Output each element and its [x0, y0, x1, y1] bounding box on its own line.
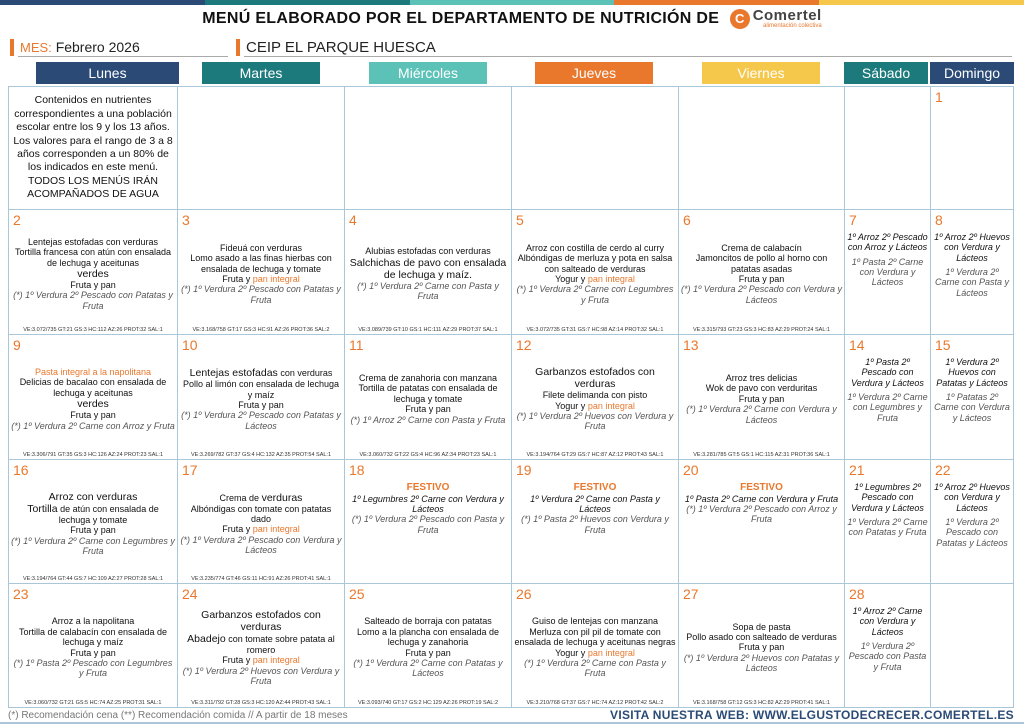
day-number: 2	[13, 212, 21, 228]
day-header-lunes: Lunes	[36, 62, 179, 84]
calendar-cell-day-18	[344, 459, 512, 584]
second-course: Tortilla de patatas con ensalada de lechuga y tomate	[358, 383, 498, 404]
holiday-lunch: 1º Legumbres 2º Carne con Verdura y Lácteos	[352, 493, 504, 514]
dessert: Fruta y	[222, 524, 251, 535]
first-course: Garbanzos estofados con verduras	[535, 366, 655, 391]
day-number: 23	[13, 586, 29, 602]
dinner-suggestion: (*) 1º Verdura 2º Pescado con Arroz y Fruta	[686, 503, 837, 525]
day-header-domingo: Domingo	[930, 62, 1014, 84]
dessert: Fruta y pan	[405, 404, 451, 415]
calendar-cell-day-6	[678, 209, 845, 335]
calendar-cell-day-24	[177, 583, 345, 708]
dinner-suggestion: (*) 1º Verdura 2º Carne con Legumbres y Fruta	[11, 535, 175, 556]
day-number: 26	[516, 586, 532, 602]
nutrition-values: VE:3.060/732 GT:21 GS:5 HC:74 AZ:25 PROT:31 SAL:1	[24, 700, 162, 706]
nutrition-values: VE:3.315/793 GT:23 GS:3 HC:83 AZ:29 PROT:24 SAL:1	[693, 327, 830, 333]
day-number: 9	[13, 337, 21, 353]
day-number: 7	[849, 212, 857, 228]
comertel-logo	[730, 8, 822, 29]
day-number: 17	[182, 462, 198, 478]
day-number: 22	[935, 462, 951, 478]
calendar-cell-day-22	[930, 459, 1014, 584]
calendar-cell-empty	[678, 86, 845, 210]
first-course: Arroz a la napolitana	[51, 616, 135, 627]
holiday-label: FESTIVO	[573, 482, 617, 493]
calendar-cell-day-23	[8, 583, 178, 708]
calendar-cell-day-3	[177, 209, 345, 335]
day-number: 12	[516, 337, 532, 353]
bread-type: pan integral	[252, 655, 300, 666]
footer-legend: (*) Recomendación cena (**) Recomendación comida // A partir de 18 meses	[8, 710, 348, 721]
calendar-cell-empty	[177, 86, 345, 210]
title-row	[0, 8, 1024, 36]
weekend-dinner: 1º Patatas 2º Carne con Verdura y Lácteos	[934, 392, 1010, 423]
calendar-cell-day-12	[511, 334, 679, 460]
calendar-cell-day-5	[511, 209, 679, 335]
second-course: Pollo al limón con ensalada de lechuga y maíz	[182, 379, 340, 400]
dinner-suggestion: (*) 1º Verdura 2º Carne con Legumbres y Fruta	[516, 284, 674, 305]
calendar-cell-day-16	[8, 459, 178, 584]
first-course: Lentejas estofadas con verduras	[27, 236, 159, 247]
day-number: 18	[349, 462, 365, 478]
first-course: Alubias estofadas con verduras	[365, 246, 491, 257]
first-course: Arroz con verduras	[48, 490, 138, 503]
dinner-suggestion: (*) 1º Verdura 2º Pescado con Pasta y Fruta	[351, 514, 505, 535]
calendar-cell-empty	[511, 86, 679, 210]
nutrition-values: VE:3.311/792 GT:28 GS:3 HC:120 AZ:44 PROT:43 SAL:1	[191, 700, 331, 706]
info-cell	[8, 86, 178, 210]
dinner-suggestion: (*) 1º Arroz 2º Carne con Pasta y Fruta	[350, 414, 506, 425]
nutrition-values: VE:3.093/740 GT:17 GS:2 HC:129 AZ:26 PROT:19 SAL:2	[357, 700, 499, 706]
day-number: 14	[849, 337, 865, 353]
first-course: Guiso de lentejas con manzana	[531, 616, 659, 627]
dinner-suggestion: (*) 1º Verdura 2º Huevos con Verdura y Fruta	[516, 411, 674, 432]
dinner-suggestion: (*) 1º Verdura 2º Huevos con Verdura y Fruta	[182, 665, 340, 686]
day-number: 4	[349, 212, 357, 228]
day-header-sabado: Sábado	[844, 62, 928, 84]
first-course: Arroz tres delicias	[725, 373, 798, 384]
day-number: 28	[849, 586, 865, 602]
dessert: Fruta y pan	[70, 647, 116, 658]
second-course: Abadejo	[187, 632, 226, 645]
nutrition-values: VE:3.194/764 GT:29 GS:7 HC:87 AZ:12 PROT:43 SAL:1	[526, 452, 664, 458]
dessert: Fruta y	[222, 655, 251, 666]
calendar-cell-day-21	[844, 459, 931, 584]
day-number: 11	[349, 337, 364, 353]
day-number: 25	[349, 586, 365, 602]
second-course: Filete de	[542, 390, 578, 401]
second-course: Lomo asado a las finas hierbas con ensalada de lechuga y tomate	[190, 253, 332, 274]
first-course: Crema de	[219, 492, 260, 503]
second-course-end: de atún con ensalada de lechuga y tomate	[58, 503, 159, 525]
dessert: Yogur y	[555, 274, 586, 284]
second-course: Tortilla francesa con atún con ensalada de lechuga y aceitunas	[14, 247, 172, 268]
bread-type: pan integral	[587, 400, 635, 411]
weekend-dinner: 1º Pasta 2º Carne con Verdura y Lácteos	[851, 256, 924, 288]
day-number: 6	[683, 212, 691, 228]
calendar-cell-day-28	[844, 583, 931, 708]
dinner-suggestion: (*) 1º Verdura 2º Pescado con Patatas y Fruta	[181, 284, 341, 305]
weekend-lunch: 1º Arroz 2º Pescado con Arroz y Lácteos	[847, 232, 928, 253]
footer-website-link[interactable]: VISITA NUESTRA WEB: WWW.ELGUSTODECRECER.COMERTEL.ES	[610, 708, 1014, 722]
calendar-cell-day-13	[678, 334, 845, 460]
weekend-lunch: 1º Legumbres 2º Pescado con Verdura y Lácteos	[851, 482, 924, 513]
weekend-dinner: 1º Verdura 2º Pescado con Patatas y Lácteos	[936, 517, 1008, 548]
second-course: Delicias de bacalao con ensalada de lechuga y aceitunas	[19, 377, 167, 398]
holiday-label: FESTIVO	[740, 482, 783, 493]
second-course: Tortilla	[27, 502, 58, 515]
dinner-suggestion: (*) 1º Pasta 2º Huevos con Verdura y Fruta	[521, 514, 669, 535]
logo-sub: alimentación colectiva	[763, 23, 822, 29]
calendar-cell-day-15	[930, 334, 1014, 460]
dessert: Fruta y pan	[70, 525, 116, 536]
second-course: Wok de pavo con verduritas	[705, 383, 818, 394]
nutrition-values: VE:3.089/739 GT:10 GS:1 HC:111 AZ:29 PROT:37 SAL:1	[358, 327, 498, 333]
nutrition-values: VE:3.072/735 GT:31 GS:7 HC:98 AZ:14 PROT:32 SAL:1	[526, 327, 664, 333]
day-number: 24	[182, 586, 198, 602]
calendar-cell-day-9	[8, 334, 178, 460]
day-number: 1	[935, 89, 943, 105]
dessert: Fruta y pan	[738, 642, 785, 653]
calendar-cell-empty	[930, 583, 1014, 708]
day-number: 10	[182, 337, 198, 353]
holiday-lunch: 1º Verdura 2º Carne con Pasta y Lácteos	[530, 493, 660, 514]
nutrition-values: VE:3.210/768 GT:37 GS:7 HC:74 AZ:12 PROT:42 SAL:2	[526, 700, 664, 706]
calendar-cell-day-20	[678, 459, 845, 584]
dessert: Fruta y	[222, 274, 251, 284]
day-number: 19	[516, 462, 532, 478]
day-number: 16	[13, 462, 29, 478]
day-header-miercoles: Miércoles	[369, 62, 487, 84]
nutrition-values: VE:3.306/791 GT:35 GS:3 HC:126 AZ:24 PROT:23 SAL:1	[22, 452, 164, 458]
day-header-jueves: Jueves	[535, 62, 653, 84]
first-course: Salteado de borraja con patatas	[364, 616, 492, 627]
first-course: Sopa de pasta	[732, 621, 791, 632]
weekend-dinner: 1º Verdura 2º Carne con Pasta y Lácteos	[934, 267, 1010, 298]
calendar-cell-day-7	[844, 209, 931, 335]
first-course-end: con verduras	[280, 368, 333, 379]
first-course: Pasta integral a la napolitana	[34, 367, 152, 378]
dessert: Fruta y pan	[70, 410, 116, 421]
logo-name: Comertel	[752, 7, 822, 24]
second-course: Albóndigas de merluza y pota en salsa con salteado de verduras	[517, 253, 673, 274]
dessert: Yogur y	[555, 647, 586, 658]
second-course: Salchichas de pavo con ensalada de lechuga y maíz.	[349, 256, 507, 281]
second-course: Pollo asado con salteado de verduras	[686, 631, 837, 642]
nutrition-values: VE:3.235/774 GT:46 GS:11 HC:91 AZ:26 PROT:41 SAL:1	[191, 576, 331, 582]
weekend-dinner: 1º Verdura 2º Carne con Legumbres y Fruta	[847, 392, 928, 423]
nutrition-values: VE:3.269/782 GT:37 GS:4 HC:132 AZ:35 PROT:54 SAL:1	[190, 452, 332, 458]
day-number: 5	[516, 212, 524, 228]
calendar-cell-empty	[844, 86, 931, 210]
month-field	[10, 39, 228, 56]
dinner-suggestion: (*) 1º Verdura 2º Carne con Pasta y Fruta	[357, 280, 499, 302]
comertel-logo-icon: C	[730, 9, 750, 29]
bread-type: pan integral	[587, 647, 635, 658]
calendar-cell-day-14	[844, 334, 931, 460]
nutrition-values: VE:3.060/732 GT:22 GS:4 HC:96 AZ:34 PROT:23 SAL:1	[359, 452, 497, 458]
holiday-label: FESTIVO	[406, 482, 450, 493]
second-course-fish: limanda	[577, 390, 609, 401]
dinner-suggestion: (*) 1º Verdura 2º Pescado con Verdura y Lácteos	[180, 534, 342, 556]
top-color-strip	[0, 0, 1024, 5]
dinner-suggestion: (*) 1º Verdura 2º Pescado con Verdura y Lácteos	[681, 284, 842, 305]
nutrition-values: VE:3.194/764 GT:44 GS:7 HC:109 AZ:27 PROT:28 SAL:1	[22, 576, 164, 582]
second-course: Merluza con pil pil de tomate con ensalada de lechuga y aceitunas negras	[514, 626, 676, 648]
first-course: Garbanzos estofados con verduras	[201, 608, 321, 633]
dessert: Fruta y pan	[738, 393, 785, 404]
weekend-dinner: 1º Verdura 2º Carne con Patatas y Fruta	[847, 517, 928, 538]
second-course-end: con pisto	[611, 390, 648, 401]
weekend-lunch: 1º Arroz 2º Huevos con Verdura y Lácteos	[934, 232, 1010, 263]
calendar-cell-day-1	[930, 86, 1014, 210]
school-field	[236, 39, 1012, 56]
calendar-cell-day-19	[511, 459, 679, 584]
bread-type: pan integral	[587, 274, 635, 284]
second-course: Jamoncitos de pollo al horno con patatas asadas	[695, 253, 828, 274]
page-title: MENÚ ELABORADO POR EL DEPARTAMENTO DE NUTRICIÓN DE	[202, 9, 720, 27]
day-number: 3	[182, 212, 190, 228]
nutrition-values: VE:3.168/758 GT:12 GS:3 HC:82 AZ:29 PROT:41 SAL:1	[693, 700, 830, 706]
day-number: 13	[683, 337, 699, 353]
day-header-viernes: Viernes	[702, 62, 820, 84]
day-number: 15	[935, 337, 951, 353]
day-number: 20	[683, 462, 699, 478]
second-course: Albóndigas con tomate con patatas dado	[190, 503, 332, 525]
calendar-cell-day-4	[344, 209, 512, 335]
dinner-suggestion: (*) 1º Verdura 2º Pescado con Patatas y Fruta	[13, 290, 173, 311]
dinner-suggestion: (*) 1º Verdura 2º Pescado con Patatas y Lácteos	[181, 410, 341, 431]
weekend-lunch: 1º Pasta 2º Pescado con Verdura y Lácteos	[851, 357, 924, 388]
calendar-cell-day-25	[344, 583, 512, 708]
bread-type: pan integral	[252, 524, 300, 535]
day-number: 27	[683, 586, 699, 602]
first-course: Fideuá con verduras	[219, 242, 303, 253]
calendar-cell-day-17	[177, 459, 345, 584]
dessert: Yogur y	[555, 400, 586, 411]
nutrition-values: VE:3.281/785 GT:5 GS:1 HC:115 AZ:31 PROT:36 SAL:1	[693, 452, 830, 458]
dessert: Fruta y pan	[405, 647, 451, 658]
second-course: Lomo a la plancha con ensalada de lechuga y zanahoria	[356, 626, 500, 648]
nutrition-values: VE:3.072/735 GT:21 GS:3 HC:112 AZ:26 PROT:32 SAL:1	[23, 327, 163, 333]
second-course-end: verdes	[77, 398, 109, 411]
calendar-cell-day-11	[344, 334, 512, 460]
weekend-dinner: 1º Verdura 2º Pescado con Pasta y Fruta	[848, 641, 927, 672]
dinner-suggestion: (*) 1º Pasta 2º Pescado con Legumbres y Fruta	[13, 657, 173, 679]
dessert: Fruta y pan	[238, 399, 284, 410]
calendar-cell-day-2	[8, 209, 178, 335]
second-course-end: verdes	[77, 267, 109, 280]
calendar-cell-empty	[344, 86, 512, 210]
month-value: Febrero 2026	[55, 39, 140, 55]
dinner-suggestion: (*) 1º Verdura 2º Carne con Pasta y Fruta	[524, 657, 666, 679]
first-course: Crema de calabacín	[721, 242, 802, 253]
weekend-lunch: 1º Arroz 2º Huevos con Verdura y Lácteos	[934, 482, 1010, 513]
second-course: Tortilla de calabacín con ensalada de lechuga y maíz	[18, 626, 168, 648]
dessert: Fruta y pan	[738, 274, 785, 284]
calendar-cell-day-27	[678, 583, 845, 708]
dessert: Fruta y pan	[70, 280, 116, 291]
day-number: 21	[849, 462, 865, 478]
weekend-lunch: 1º Arroz 2º Carne con Verdura y Lácteos	[852, 606, 923, 637]
calendar-cell-day-10	[177, 334, 345, 460]
second-course-end: con tomate sobre patata al romero	[228, 633, 335, 655]
nutrition-info-text: Contenidos en nutrientes correspondientes a una población escolar entre los 9 y los 13 años. Los valores para el rango de 3 a 8 años corresponden a un 80% de los indicados en este menú. TODOS LOS MENÚS IRÁN ACOMPAÑADOS DE AGUA	[13, 94, 173, 201]
month-label: MES:	[20, 40, 52, 55]
calendar-cell-day-26	[511, 583, 679, 708]
first-course: Lentejas estofadas	[189, 367, 278, 380]
weekend-lunch: 1º Verdura 2º Huevos con Patatas y Lácteos	[936, 357, 1008, 388]
first-course: Arroz con costilla de cerdo al curry	[525, 242, 665, 253]
day-number: 8	[935, 212, 943, 228]
dinner-suggestion: (*) 1º Verdura 2º Carne con Verdura y Lácteos	[686, 404, 837, 425]
holiday-lunch: 1º Pasta 2º Carne con Verdura y Fruta	[684, 493, 839, 504]
first-course-end: verduras	[261, 491, 303, 504]
calendar-cell-day-8	[930, 209, 1014, 335]
school-name: CEIP EL PARQUE HUESCA	[246, 39, 436, 56]
dinner-suggestion: (*) 1º Verdura 2º Carne con Arroz y Fruta	[11, 420, 175, 431]
dinner-suggestion: (*) 1º Verdura 2º Huevos con Patatas y Lácteos	[683, 652, 840, 674]
bread-type: pan integral	[252, 274, 300, 284]
day-header-martes: Martes	[202, 62, 320, 84]
dinner-suggestion: (*) 1º Verdura 2º Carne con Patatas y Lácteos	[353, 657, 503, 679]
nutrition-values: VE:3.168/758 GT:17 GS:3 HC:91 AZ:26 PROT:36 SAL:2	[192, 327, 330, 333]
first-course: Crema de zanahoria con manzana	[358, 373, 498, 384]
